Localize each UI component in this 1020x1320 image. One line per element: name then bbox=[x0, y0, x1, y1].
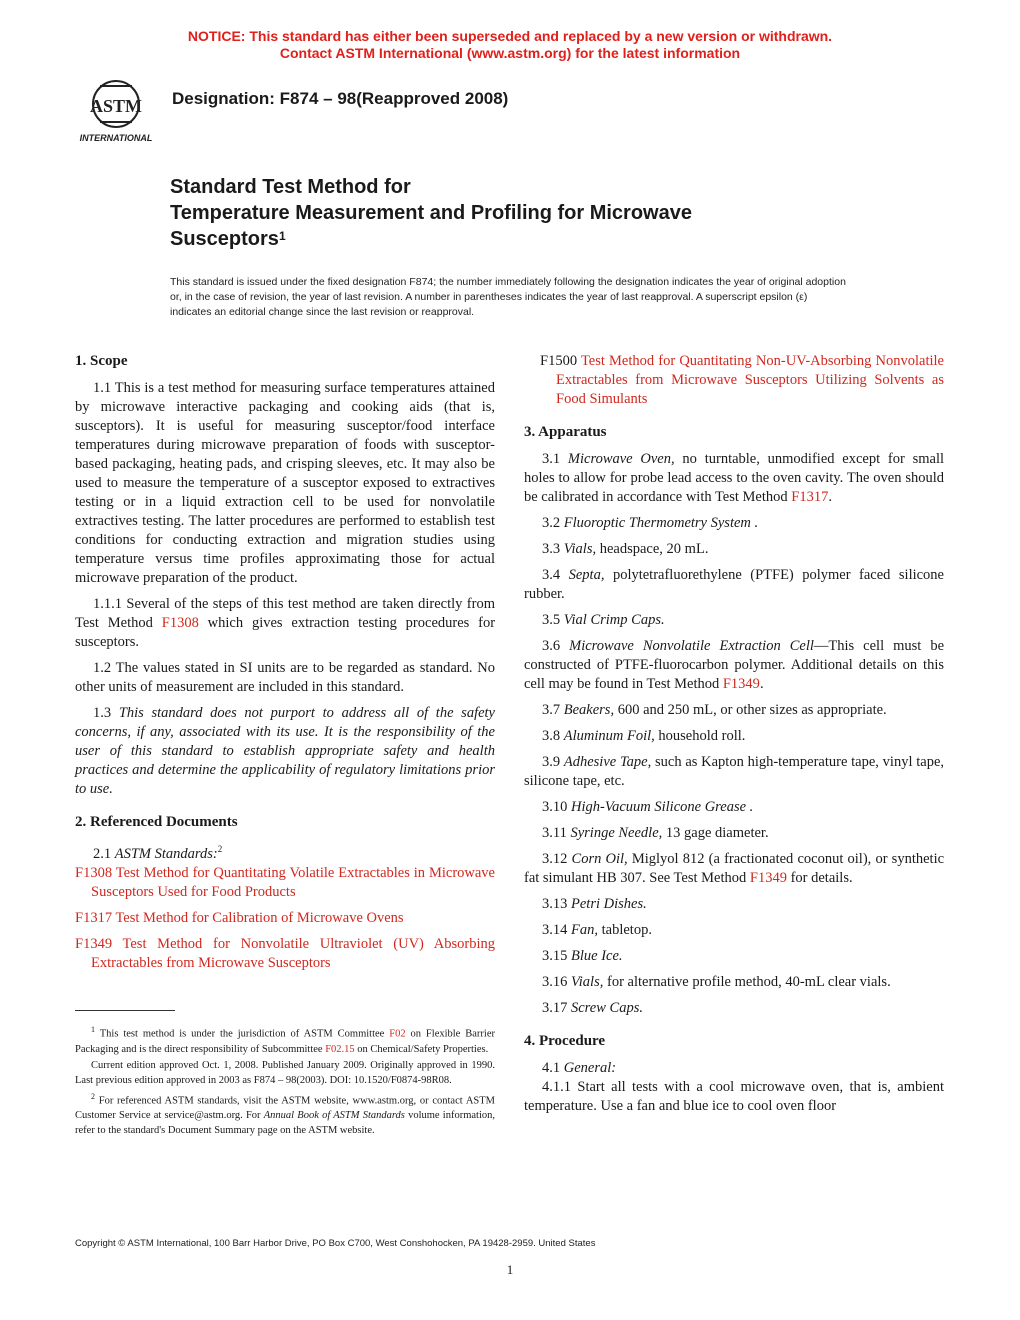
link-f1317[interactable]: F1317 bbox=[791, 489, 829, 505]
ref-item bbox=[524, 352, 944, 409]
footnote-1-edition: Current edition approved Oct. 1, 2008. Published January 2009. Originally approved in 1990. Last previous edition approved in 2003 as F874 – 98(2003). DOI: 10.1520/F0874-98R08. bbox=[75, 1059, 495, 1086]
ref-item bbox=[75, 935, 495, 973]
ref-title-link[interactable]: Test Method for Nonvolatile Ultraviolet (UV) Absorbing Extractables from Microwave Susceptors bbox=[91, 935, 495, 971]
apparatus-3-5: 3.5 Vial Crimp Caps. bbox=[542, 612, 665, 628]
ref-code: F1500 bbox=[540, 353, 578, 369]
section-apparatus-heading: 3. Apparatus bbox=[524, 424, 607, 440]
footnote-2: $^2$ For referenced ASTM standards, visit the ASTM website, www.astm.org, or contact ASTM Customer Service at service@astm.org. For Annual Book of ASTM Standards volume information, refer to the standard's Document Summary page on the ASTM website. bbox=[75, 1091, 495, 1136]
issued-note: This standard is issued under the fixed designation F874; the number immediately following the designation indicates the year of original adoption or, in the case of revision, the year of last revision. A number in parentheses indicates the year of last reapproval. A superscript epsilon (ε) indicates an editorial change since the last revision or reapproval. bbox=[170, 276, 846, 318]
ref-item bbox=[75, 909, 495, 928]
scope-1-1-1: 1.1.1 Several of the steps of this test method are taken directly from Test Method F1308 which gives extraction testing procedures for susceptors. bbox=[75, 596, 496, 650]
procedure-4-1-1: 4.1.1 Start all tests with a cool microwave oven, that is, ambient temperature. Use a fan and blue ice to cool oven floor bbox=[524, 1079, 944, 1114]
title-footnote-mark: 1 bbox=[278, 229, 286, 243]
withdrawal-notice bbox=[0, 28, 1020, 62]
astm-logo-icon bbox=[70, 78, 162, 144]
ref-code-link[interactable]: F1349 bbox=[75, 935, 113, 952]
scope-1-1: 1.1 This is a test method for measuring surface temperatures attained by microwave interactive packaging and cooking aids (that is, susceptors). It is useful for measuring susceptor/food interface temperatures during microwave preparation of foods with susceptor-based packaging, heating pads, and crisping sleeves, etc. It may also be used to measure the temperature of a susceptor exposed to extractives testing or in a liquid extraction cell to be used for nonvolatile extractives testing. The latter procedures are performed to establish test conditions for conducting extraction and migration studies using temperature versus time profiles approximating those for actual microwave preparation of the product. bbox=[75, 380, 495, 586]
link-f1349[interactable]: F1349 bbox=[749, 870, 787, 886]
link-f02-15[interactable]: F02.15 bbox=[325, 1043, 355, 1055]
right-column bbox=[524, 352, 944, 1123]
apparatus-3-13: 3.13 Petri Dishes. bbox=[542, 896, 647, 912]
ref-code-link[interactable]: F1308 bbox=[75, 864, 113, 881]
footnote-divider bbox=[75, 1010, 175, 1011]
apparatus-3-17: 3.17 Screw Caps. bbox=[542, 1000, 643, 1016]
apparatus-3-15: 3.15 Blue Ice. bbox=[542, 948, 623, 964]
apparatus-3-10: 3.10 High-Vacuum Silicone Grease . bbox=[542, 799, 754, 815]
copyright-line: Copyright © ASTM International, 100 Barr Harbor Drive, PO Box C700, West Conshohocken, PA 19428-2959. United States bbox=[75, 1238, 596, 1249]
procedure-4-1: 4.1 General: bbox=[542, 1060, 617, 1076]
footnotes bbox=[75, 1022, 495, 1139]
refdocs-2-1: 2.1 ASTM Standards:$^2$ bbox=[93, 844, 223, 862]
document-title bbox=[170, 174, 870, 252]
apparatus-3-4: 3.4 Septa, polytetrafluorethylene (PTFE) polymer faced silicone rubber. bbox=[524, 567, 944, 602]
ref-item bbox=[75, 864, 495, 902]
apparatus-3-14: 3.14 Fan, tabletop. bbox=[542, 922, 652, 938]
apparatus-3-7: 3.7 Beakers, 600 and 250 mL, or other sizes as appropriate. bbox=[542, 702, 887, 718]
apparatus-3-11: 3.11 Syringe Needle, 13 gage diameter. bbox=[542, 825, 769, 841]
notice-line-2: Contact ASTM International (www.astm.org) for the latest information bbox=[279, 45, 741, 61]
apparatus-3-1: 3.1 Microwave Oven, no turntable, unmodified except for small holes to allow for probe lead access to the oven cavity. The oven should be calibrated in accordance with Test Method F1317. bbox=[524, 451, 945, 505]
title-line-1: Standard Test Method for bbox=[170, 176, 411, 198]
apparatus-3-2: 3.2 Fluoroptic Thermometry System . bbox=[542, 515, 759, 531]
apparatus-3-12: 3.12 Corn Oil, Miglyol 812 (a fractionated coconut oil), or synthetic fat simulant HB 307. See Test Method F1349 for details. bbox=[524, 851, 945, 886]
ref-title-link[interactable]: Test Method for Quantitating Volatile Extractables in Microwave Susceptors Used for Food Products bbox=[91, 864, 495, 900]
section-procedure-heading: 4. Procedure bbox=[524, 1033, 606, 1049]
footnote-1: $^1$ This test method is under the jurisdiction of ASTM Committee F02 on Flexible Barrier Packaging and is the direct responsibility of Subcommittee F02.15 on Chemical/Safety Properties. bbox=[75, 1025, 495, 1055]
logo-letters: ASTM bbox=[89, 96, 143, 116]
apparatus-3-8: 3.8 Aluminum Foil, household roll. bbox=[542, 728, 746, 744]
ref-code-link[interactable]: F1317 bbox=[75, 909, 113, 926]
scope-1-3: 1.3 This standard does not purport to address all of the safety concerns, if any, associated with its use. It is the responsibility of the user of this standard to establish appropriate safety and health practices and determine the applicability of regulatory limitations prior to use. bbox=[75, 705, 495, 797]
scope-1-2: 1.2 The values stated in SI units are to be regarded as standard. No other units of measurement are included in this standard. bbox=[75, 660, 495, 695]
title-line-2: Temperature Measurement and Profiling for Microwave bbox=[170, 202, 692, 224]
left-column bbox=[75, 352, 495, 980]
apparatus-3-6: 3.6 Microwave Nonvolatile Extraction Cell—This cell must be constructed of PTFE-fluorocarbon polymer. Additional details on this cell may be found in Test Method F1349. bbox=[524, 638, 945, 692]
section-scope-heading: 1. Scope bbox=[75, 353, 128, 369]
apparatus-3-3: 3.3 Vials, headspace, 20 mL. bbox=[542, 541, 709, 557]
link-f1349[interactable]: F1349 bbox=[722, 676, 760, 692]
page-number: 1 bbox=[506, 1262, 514, 1277]
logo-subtitle: INTERNATIONAL bbox=[79, 133, 153, 143]
ref-title-link[interactable]: Test Method for Quantitating Non-UV-Absorbing Nonvolatile Extractables from Microwave Susceptors Utilizing Solvents as Food Simulants bbox=[556, 353, 944, 407]
section-refdocs-heading: 2. Referenced Documents bbox=[75, 814, 238, 830]
ref-title-link[interactable]: Test Method for Calibration of Microwave Ovens bbox=[115, 909, 404, 926]
title-line-3: Susceptors bbox=[170, 228, 279, 250]
link-f1308[interactable]: F1308 bbox=[161, 615, 199, 631]
designation: Designation: F874 – 98(Reapproved 2008) bbox=[172, 89, 509, 108]
apparatus-3-16: 3.16 Vials, for alternative profile method, 40-mL clear vials. bbox=[542, 974, 891, 990]
link-f02[interactable]: F02 bbox=[389, 1028, 406, 1040]
apparatus-3-9: 3.9 Adhesive Tape, such as Kapton high-temperature tape, vinyl tape, silicone tape, etc. bbox=[524, 754, 945, 789]
notice-line-1: NOTICE: This standard has either been superseded and replaced by a new version or withdrawn. bbox=[187, 28, 833, 44]
